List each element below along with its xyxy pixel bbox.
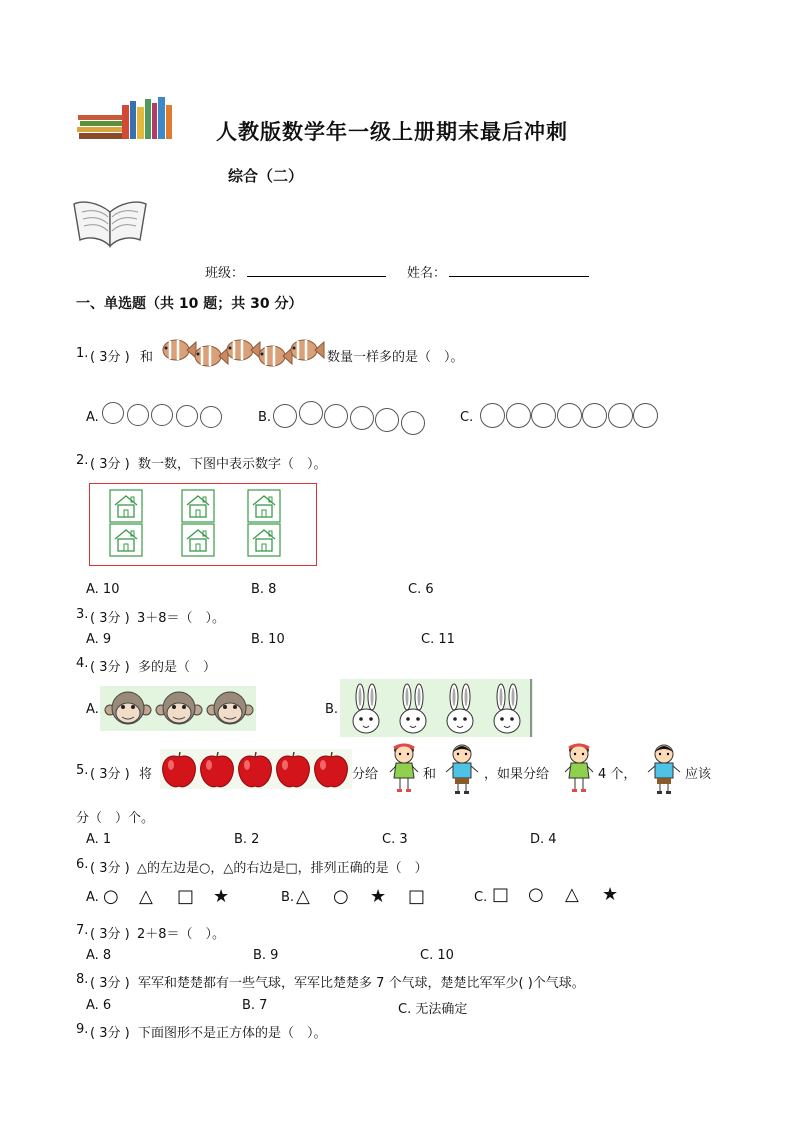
circle-shape xyxy=(633,403,658,428)
q7-option-b[interactable]: B. 9 xyxy=(253,948,279,963)
q6-b-shape-4: □ xyxy=(408,886,426,907)
q3-option-a[interactable]: A. 9 xyxy=(86,632,112,647)
q3-score: ( 3分 ) xyxy=(90,611,130,626)
q4-number: 4. xyxy=(76,656,89,671)
circle-shape xyxy=(608,403,633,428)
house-group xyxy=(90,484,316,565)
circle-shape xyxy=(557,403,582,428)
q7-score: ( 3分 ) xyxy=(90,927,130,942)
q3-stem: 3＋8＝（ ）。 xyxy=(137,611,226,626)
fish-icon xyxy=(259,346,292,366)
q4-option-a[interactable]: A. xyxy=(86,702,99,717)
q5-word-rugu: ，如果分给 xyxy=(484,767,550,782)
boy-icon xyxy=(444,742,480,796)
q7-number: 7. xyxy=(76,923,89,938)
q5-word-fengei: 分给 xyxy=(352,767,379,782)
girl-icon xyxy=(388,742,420,794)
q6-b-shape-3: ★ xyxy=(370,886,387,907)
q5-option-a[interactable]: A. 1 xyxy=(86,832,112,847)
q6-c-shape-3: △ xyxy=(565,884,579,905)
q6-option-b[interactable]: B. xyxy=(281,890,295,905)
class-label: 班级： xyxy=(205,266,245,281)
q5-word-he: 和 xyxy=(423,767,437,782)
circle-shape xyxy=(375,408,399,432)
q7-option-a[interactable]: A. 8 xyxy=(86,948,112,963)
circle-shape xyxy=(480,403,505,428)
q1-option-b[interactable]: B. xyxy=(258,410,272,425)
monkey-group xyxy=(100,686,256,731)
circle-shape xyxy=(531,403,556,428)
q7-option-c[interactable]: C. 10 xyxy=(420,948,454,963)
q1-circles-b xyxy=(273,398,428,440)
circle-shape xyxy=(151,404,173,426)
q6-a-shape-3: □ xyxy=(177,886,195,907)
q9-stem: 下面图形不是正方体的是（ ）。 xyxy=(138,1026,327,1041)
circle-shape xyxy=(127,404,149,426)
q4-score: ( 3分 ) xyxy=(90,660,130,675)
q2-option-a[interactable]: A. 10 xyxy=(86,582,120,597)
q8-option-b[interactable]: B. 7 xyxy=(242,998,268,1013)
q6-c-shape-1: □ xyxy=(492,884,510,905)
q3-number: 3. xyxy=(76,607,89,622)
section-heading: 一、单选题（共 10 题；共 30 分） xyxy=(76,296,303,312)
q6-a-shape-1: ○ xyxy=(103,886,119,907)
q8-number: 8. xyxy=(76,972,89,987)
circle-shape xyxy=(273,404,297,428)
circle-shape xyxy=(506,403,531,428)
class-field[interactable] xyxy=(247,276,386,277)
q1-circles-a xyxy=(102,400,226,432)
q2-option-c[interactable]: C. 6 xyxy=(408,582,434,597)
q1-word-and: 和 xyxy=(140,350,154,365)
q6-c-shape-4: ★ xyxy=(602,884,619,905)
q6-b-shape-1: △ xyxy=(296,886,310,907)
q4-stem: 多的是（ ） xyxy=(138,660,217,675)
name-label: 姓名： xyxy=(407,266,447,281)
fish-icon xyxy=(195,346,228,366)
q6-c-shape-2: ○ xyxy=(528,884,544,905)
circle-shape xyxy=(401,411,425,435)
q6-a-shape-2: △ xyxy=(139,886,153,907)
q8-option-a[interactable]: A. 6 xyxy=(86,998,112,1013)
fish-group xyxy=(160,334,326,372)
q8-option-c[interactable]: C. 无法确定 xyxy=(398,1002,468,1017)
q5-number: 5. xyxy=(76,763,89,778)
circle-shape xyxy=(582,403,607,428)
q1-circles-c xyxy=(480,402,660,434)
q5-stem-line2: 分（ ）个。 xyxy=(76,811,155,826)
house-icon xyxy=(182,524,214,556)
q3-option-b[interactable]: B. 10 xyxy=(251,632,285,647)
q5-option-c[interactable]: C. 3 xyxy=(382,832,408,847)
q6-option-c[interactable]: C. xyxy=(474,890,488,905)
q6-option-a[interactable]: A. xyxy=(86,890,99,905)
q5-word-yinggai: 应该 xyxy=(685,767,712,782)
q2-option-b[interactable]: B. 8 xyxy=(251,582,277,597)
q7-stem: 2＋8＝（ ）。 xyxy=(137,927,226,942)
apple-group xyxy=(160,749,352,789)
house-icon xyxy=(182,490,214,522)
q5-score: ( 3分 ) xyxy=(90,767,130,782)
q2-number: 2. xyxy=(76,453,89,468)
q5-word-jiang: 将 xyxy=(139,767,153,782)
house-icon xyxy=(110,524,142,556)
circle-shape xyxy=(299,401,323,425)
circle-shape xyxy=(324,404,348,428)
fish-icon xyxy=(163,340,196,360)
circle-shape xyxy=(200,406,222,428)
name-field[interactable] xyxy=(449,276,589,277)
q5-option-b[interactable]: B. 2 xyxy=(234,832,260,847)
q5-option-d[interactable]: D. 4 xyxy=(530,832,557,847)
girl-icon xyxy=(563,742,595,794)
page-title: 人教版数学年一级上册期末最后冲刺 xyxy=(216,119,568,144)
q6-a-shape-4: ★ xyxy=(213,886,230,907)
open-book-icon xyxy=(70,194,150,250)
circle-shape xyxy=(176,405,198,427)
books-icon xyxy=(76,93,176,141)
q4-option-b[interactable]: B. xyxy=(325,702,339,717)
q6-score: ( 3分 ) xyxy=(90,861,130,876)
page-subtitle: 综合（二） xyxy=(228,167,304,185)
q6-stem: △的左边是○，△的右边是□，排列正确的是（ ） xyxy=(137,861,428,876)
q3-option-c[interactable]: C. 11 xyxy=(421,632,455,647)
q9-number: 9. xyxy=(76,1022,89,1037)
circle-shape xyxy=(350,406,374,430)
fish-icon xyxy=(227,340,260,360)
circle-shape xyxy=(102,402,124,424)
q6-number: 6. xyxy=(76,857,89,872)
q5-word-ge: 4 个， xyxy=(598,767,637,782)
q8-stem: 军军和楚楚都有一些气球，军军比楚楚多 7 个气球，楚楚比军军少( )个气球。 xyxy=(138,976,585,991)
house-icon xyxy=(248,524,280,556)
rabbit-group xyxy=(340,679,533,737)
house-icon xyxy=(110,490,142,522)
fish-icon xyxy=(291,340,324,360)
q6-b-shape-2: ○ xyxy=(333,886,349,907)
q1-score: ( 3分 ) xyxy=(90,350,130,365)
boy-icon xyxy=(646,742,682,796)
q1-number: 1. xyxy=(76,346,89,361)
q9-score: ( 3分 ) xyxy=(90,1026,130,1041)
q2-score: ( 3分 ) xyxy=(90,457,130,472)
q1-stem: 数量一样多的是（ ）。 xyxy=(327,350,464,365)
q2-stem: 数一数，下图中表示数字（ ）。 xyxy=(138,457,327,472)
q8-score: ( 3分 ) xyxy=(90,976,130,991)
q1-option-a[interactable]: A. xyxy=(86,410,99,425)
q1-option-c[interactable]: C. xyxy=(460,410,474,425)
house-icon xyxy=(248,490,280,522)
